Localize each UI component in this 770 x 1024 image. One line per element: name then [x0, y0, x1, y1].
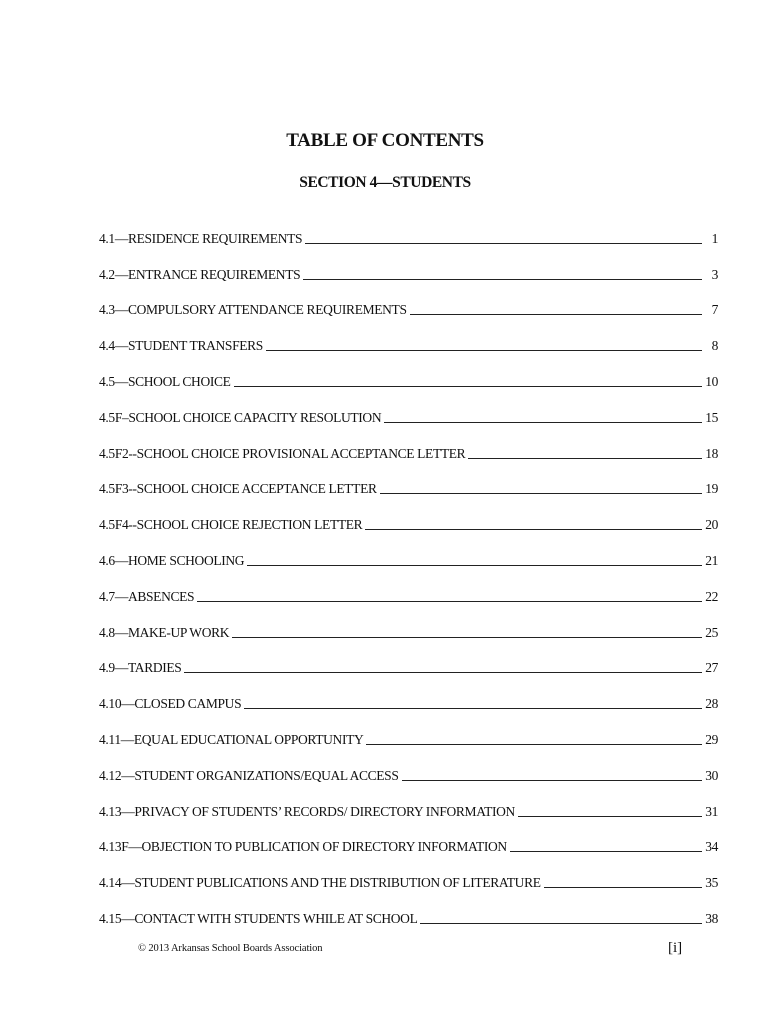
- toc-entry[interactable]: [99, 320, 718, 356]
- toc-leader-line: [402, 779, 703, 781]
- toc-leader-line: [468, 457, 702, 459]
- toc-entry-page: 19: [705, 481, 718, 497]
- toc-entry-page: 15: [705, 409, 718, 425]
- toc-entry-page: 3: [711, 266, 718, 282]
- toc-leader-line: [232, 636, 702, 638]
- toc-entry[interactable]: [99, 213, 718, 249]
- toc-entry-label: 4.13—PRIVACY OF STUDENTS’ RECORDS/ DIRECTORY INFORMATION: [99, 803, 515, 819]
- toc-entry-page: 28: [705, 696, 718, 712]
- toc-leader-line: [247, 564, 702, 566]
- toc-entry-page: 22: [705, 588, 718, 604]
- toc-leader-line: [234, 385, 702, 387]
- toc-entry-page: 21: [705, 552, 718, 568]
- toc-entry-page: 25: [705, 624, 718, 640]
- toc-entry[interactable]: [99, 249, 718, 285]
- toc-entry-label: 4.5F3--SCHOOL CHOICE ACCEPTANCE LETTER: [99, 481, 377, 497]
- toc-entry-page: 38: [705, 910, 718, 926]
- toc-entry[interactable]: [99, 786, 718, 822]
- toc-leader-line: [380, 492, 702, 494]
- toc-entry-page: 30: [705, 767, 718, 783]
- toc-entry-label: 4.7—ABSENCES: [99, 588, 195, 604]
- toc-entry-label: 4.4—STUDENT TRANSFERS: [99, 338, 263, 354]
- toc-entry[interactable]: [99, 822, 718, 858]
- toc-entry-label: 4.9—TARDIES: [99, 660, 182, 676]
- toc-entry-page: 29: [705, 731, 718, 747]
- toc-leader-line: [544, 886, 702, 888]
- toc-entry[interactable]: [99, 285, 718, 321]
- toc-entry-page: 8: [711, 338, 718, 354]
- toc-entry[interactable]: [99, 535, 718, 571]
- toc-entry-label: 4.2—ENTRANCE REQUIREMENTS: [99, 266, 301, 282]
- toc-entry-label: 4.10—CLOSED CAMPUS: [99, 696, 242, 712]
- toc-entry-label: 4.8—MAKE-UP WORK: [99, 624, 230, 640]
- toc-leader-line: [510, 850, 702, 852]
- toc-entry-page: 31: [705, 803, 718, 819]
- toc-entry-label: 4.5F–SCHOOL CHOICE CAPACITY RESOLUTION: [99, 409, 382, 425]
- toc-entry-label: 4.11—EQUAL EDUCATIONAL OPPORTUNITY: [99, 731, 364, 747]
- toc-entry-page: 34: [705, 839, 718, 855]
- toc-leader-line: [303, 278, 702, 280]
- toc-leader-line: [184, 671, 702, 673]
- toc-entry[interactable]: [99, 750, 718, 786]
- toc-entry-label: 4.3—COMPULSORY ATTENDANCE REQUIREMENTS: [99, 302, 407, 318]
- toc-leader-line: [410, 313, 702, 315]
- toc-entry[interactable]: [99, 428, 718, 464]
- toc-entry-page: 10: [705, 373, 718, 389]
- toc-entry-label: 4.14—STUDENT PUBLICATIONS AND THE DISTRIBUTION OF LITERATURE: [99, 875, 541, 891]
- toc-entry-label: 4.5F2--SCHOOL CHOICE PROVISIONAL ACCEPTANCE LETTER: [99, 445, 466, 461]
- toc-entry[interactable]: [99, 571, 718, 607]
- toc-entry[interactable]: [99, 499, 718, 535]
- toc-entry[interactable]: [99, 893, 718, 929]
- section-title: SECTION 4—STUDENTS: [299, 174, 471, 191]
- toc-leader-line: [305, 242, 702, 244]
- table-of-contents: [99, 213, 718, 929]
- toc-leader-line: [384, 421, 702, 423]
- toc-leader-line: [244, 707, 702, 709]
- toc-entry[interactable]: [99, 392, 718, 428]
- toc-leader-line: [366, 743, 702, 745]
- toc-entry-label: 4.6—HOME SCHOOLING: [99, 552, 245, 568]
- toc-leader-line: [420, 922, 702, 924]
- toc-entry[interactable]: [99, 643, 718, 679]
- toc-entry[interactable]: [99, 678, 718, 714]
- toc-entry-page: 18: [705, 445, 718, 461]
- toc-leader-line: [266, 349, 702, 351]
- footer-copyright: © 2013 Arkansas School Boards Association: [138, 943, 323, 954]
- toc-entry-label: 4.5F4--SCHOOL CHOICE REJECTION LETTER: [99, 517, 363, 533]
- toc-entry[interactable]: [99, 356, 718, 392]
- toc-leader-line: [365, 528, 702, 530]
- toc-entry-label: 4.13F—OBJECTION TO PUBLICATION OF DIRECTORY INFORMATION: [99, 839, 507, 855]
- toc-entry[interactable]: [99, 464, 718, 500]
- toc-leader-line: [197, 600, 702, 602]
- page-title: TABLE OF CONTENTS: [286, 130, 484, 151]
- toc-entry[interactable]: [99, 714, 718, 750]
- toc-entry-page: 20: [705, 517, 718, 533]
- toc-entry-label: 4.15—CONTACT WITH STUDENTS WHILE AT SCHOOL: [99, 910, 418, 926]
- toc-entry-page: 27: [705, 660, 718, 676]
- toc-entry[interactable]: [99, 857, 718, 893]
- footer-page-number: [i]: [668, 940, 683, 956]
- toc-leader-line: [518, 815, 702, 817]
- toc-entry-label: 4.12—STUDENT ORGANIZATIONS/EQUAL ACCESS: [99, 767, 399, 783]
- toc-entry-page: 1: [711, 230, 718, 246]
- toc-entry[interactable]: [99, 607, 718, 643]
- toc-entry-label: 4.1—RESIDENCE REQUIREMENTS: [99, 230, 303, 246]
- toc-entry-page: 7: [711, 302, 718, 318]
- toc-entry-label: 4.5—SCHOOL CHOICE: [99, 373, 231, 389]
- toc-entry-page: 35: [705, 875, 718, 891]
